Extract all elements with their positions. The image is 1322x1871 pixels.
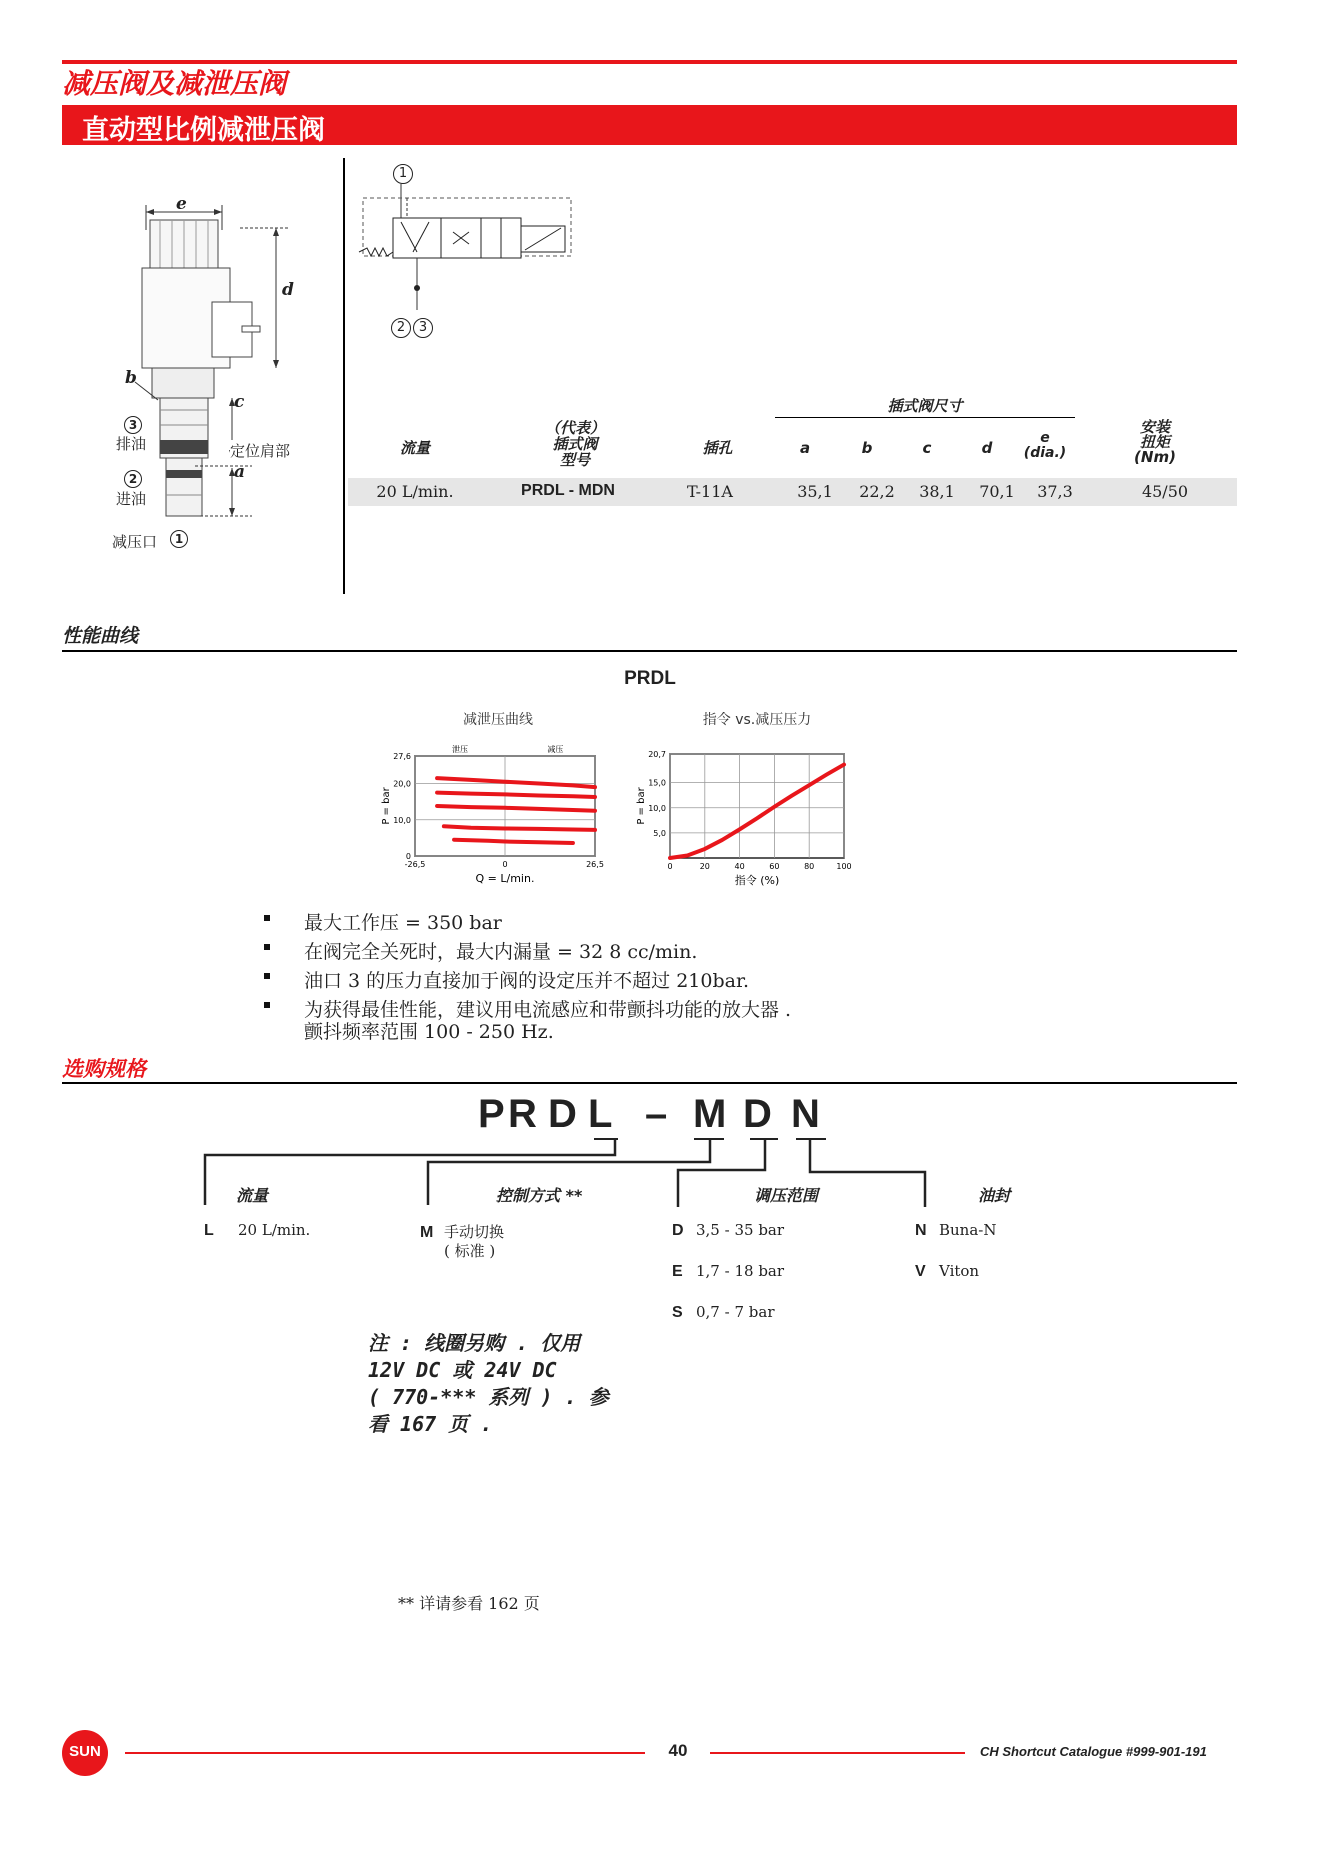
- spec-row: [348, 478, 1237, 506]
- option-text: 0,7 - 7 bar: [696, 1303, 775, 1321]
- catalogue-number: CH Shortcut Catalogue #999-901-191: [980, 1744, 1207, 1759]
- dim-a: a: [234, 462, 246, 482]
- option-text: 20 L/min.: [238, 1221, 311, 1239]
- y-tick-label: 20,7: [648, 750, 666, 759]
- chart-1: [370, 712, 610, 892]
- x-tick-label: 60: [769, 862, 780, 871]
- spec-header-a: a: [799, 439, 811, 457]
- note-line: 12V DC 或 24V DC: [368, 1358, 557, 1382]
- order-header-range: 调压范围: [754, 1186, 819, 1205]
- option-code: M: [420, 1224, 434, 1241]
- spec-header-torque: 安装 扭矩 (Nm): [1134, 418, 1176, 466]
- spec-a: 35,1: [797, 482, 833, 501]
- option-code: S: [672, 1304, 683, 1321]
- dim-c: c: [234, 392, 245, 412]
- x-tick-label: -26,5: [404, 860, 426, 869]
- spec-b: 22,2: [859, 482, 895, 501]
- option-code: D: [672, 1222, 684, 1239]
- port2-circle: 2: [124, 470, 142, 488]
- chart-2-svg: [620, 712, 860, 892]
- port1-label: 减压口: [112, 533, 158, 551]
- bullet-marker: [264, 1002, 270, 1008]
- plot-frame: [670, 754, 844, 858]
- x-tick-label: 26,5: [586, 860, 604, 869]
- spec-header-c: c: [922, 439, 932, 457]
- spec-group-rule: [775, 417, 1075, 418]
- ordering-title: 选购规格: [62, 1057, 146, 1081]
- spec-flow: 20 L/min.: [376, 482, 454, 501]
- schematic-symbol: [355, 160, 575, 340]
- bullet-marker: [264, 944, 270, 950]
- dim-b: b: [125, 368, 137, 388]
- option-seal-N: [915, 1221, 996, 1240]
- spec-header-flow: 流量: [399, 439, 430, 457]
- order-header-seal: 油封: [978, 1186, 1011, 1205]
- cartridge-illustration: [100, 200, 350, 570]
- chart-title: 减泄压曲线: [463, 712, 533, 728]
- page-number: 40: [668, 1741, 688, 1760]
- y-axis-label: P = bar: [381, 787, 392, 825]
- note-line: 注 : 线圈另购 . 仅用: [368, 1331, 581, 1355]
- spec-e: 37,3: [1037, 482, 1073, 501]
- valve-drawing: [100, 194, 350, 570]
- footer-rule-right: [710, 1752, 965, 1754]
- option-control-M: [420, 1221, 504, 1242]
- option-range-D: [672, 1221, 784, 1240]
- footnote: ** 详请参看 162 页: [398, 1594, 540, 1613]
- spec-header-model: （代表） 插式阀 型号: [544, 419, 605, 469]
- schematic-port2: 2: [391, 318, 411, 338]
- note-line: 看 167 页 .: [368, 1412, 493, 1436]
- option-seal-V: [915, 1262, 979, 1281]
- bullet-marker: [264, 915, 270, 921]
- dim-e: e: [176, 194, 187, 214]
- option-range-E: [672, 1262, 784, 1281]
- y-tick-label: 20,0: [393, 779, 411, 789]
- spec-header-cavity: 插孔: [702, 439, 733, 457]
- top-label: 泄压: [452, 745, 468, 754]
- order-header-control: 控制方式 **: [496, 1186, 583, 1205]
- option-code: E: [672, 1263, 683, 1280]
- x-tick-label: 20: [699, 862, 710, 871]
- x-tick-label: 100: [836, 862, 852, 871]
- option-code: L: [204, 1222, 214, 1239]
- chart-1-svg: [370, 712, 610, 892]
- code-char: D: [548, 1092, 579, 1136]
- top-label: 减压: [547, 745, 564, 754]
- bullet-text: 颤抖频率范围 100 - 250 Hz.: [304, 1021, 554, 1043]
- code-char: D: [743, 1092, 774, 1136]
- x-tick-label: 40: [734, 862, 745, 871]
- bullet-text: 最大工作压 = 350 bar: [304, 912, 502, 934]
- option-range-S: [672, 1303, 775, 1322]
- code-char: N: [791, 1092, 822, 1136]
- option-code: V: [915, 1263, 926, 1280]
- option-text: Viton: [939, 1262, 980, 1280]
- option-text: 3,5 - 35 bar: [696, 1221, 785, 1239]
- chart-2: [620, 712, 860, 892]
- option-code: N: [915, 1222, 927, 1239]
- code-char: M: [693, 1092, 729, 1136]
- performance-model: PRDL: [624, 668, 676, 689]
- x-tick-label: 0: [502, 860, 508, 869]
- spec-header-e: e (dia.): [1023, 430, 1067, 461]
- x-axis-label: Q = L/min.: [475, 872, 535, 885]
- schematic-port1: 1: [393, 164, 413, 184]
- spec-d: 70,1: [979, 482, 1015, 501]
- port3-label: 排油: [116, 435, 147, 453]
- schematic-port3: 3: [413, 318, 433, 338]
- y-tick-label: 27,6: [393, 752, 411, 761]
- option-control-M-sub: ( 标准 ): [444, 1242, 496, 1260]
- shoulder-label: 定位肩部: [230, 442, 291, 460]
- bullet-text: 油口 3 的压力直接加于阀的设定压并不超过 210bar.: [304, 970, 749, 992]
- spec-model: PRDL - MDN: [521, 482, 615, 499]
- performance-title: 性能曲线: [62, 625, 139, 647]
- y-tick-label: 10,0: [393, 815, 411, 825]
- code-char: L: [588, 1092, 615, 1136]
- code-char: R: [508, 1092, 539, 1136]
- code-char: –: [645, 1092, 670, 1136]
- option-text: Buna-N: [939, 1221, 997, 1239]
- dim-d: d: [282, 280, 294, 300]
- y-tick-label: 15,0: [648, 778, 666, 788]
- y-tick-label: 10,0: [648, 803, 666, 813]
- category-title: 减压阀及减泄压阀: [62, 67, 287, 100]
- x-axis-label: 指令 (%): [734, 874, 780, 887]
- bullet-marker: [264, 973, 270, 979]
- logo-text: SUN: [69, 1743, 101, 1760]
- port3-circle: 3: [124, 416, 142, 434]
- performance-rule: [62, 650, 1237, 652]
- x-tick-label: 80: [804, 862, 815, 871]
- y-axis-label: P = bar: [636, 787, 647, 825]
- port1-circle: 1: [170, 530, 188, 548]
- code-char: P: [478, 1092, 507, 1136]
- y-tick-label: 0: [405, 852, 411, 861]
- option-text: 1,7 - 18 bar: [696, 1262, 785, 1280]
- port2-label: 进油: [116, 490, 147, 508]
- option-flow-L: [204, 1221, 310, 1240]
- note-line: ( 770-*** 系列 ) . 参: [368, 1385, 609, 1409]
- vertical-divider: [343, 158, 345, 594]
- ordering-rule: [62, 1082, 1237, 1084]
- spec-header-d: d: [981, 439, 993, 457]
- option-text: 手动切换: [444, 1223, 505, 1241]
- spec-torque: 45/50: [1141, 482, 1189, 501]
- spec-group-header: 插式阀尺寸: [887, 397, 963, 415]
- sun-logo: [62, 1730, 108, 1776]
- x-tick-label: 0: [667, 862, 673, 871]
- order-header-flow: 流量: [236, 1186, 269, 1205]
- y-tick-label: 5,0: [653, 828, 666, 838]
- bullet-text: 为获得最佳性能，建议用电流感应和带颤抖功能的放大器 .: [304, 999, 792, 1021]
- spec-c: 38,1: [919, 482, 955, 501]
- chart-title: 指令 vs.减压压力: [702, 712, 812, 728]
- coil-note: [368, 1330, 609, 1438]
- bullet-text: 在阀完全关死时，最大内漏量 = 32 8 cc/min.: [304, 941, 698, 963]
- page-title: 直动型比例减泄压阀: [82, 115, 325, 146]
- hydraulic-schematic: [355, 160, 575, 340]
- title-bar: [62, 105, 1237, 145]
- footer-rule-left: [125, 1752, 645, 1754]
- spec-cavity: T-11A: [687, 482, 733, 501]
- spec-header-b: b: [861, 439, 873, 457]
